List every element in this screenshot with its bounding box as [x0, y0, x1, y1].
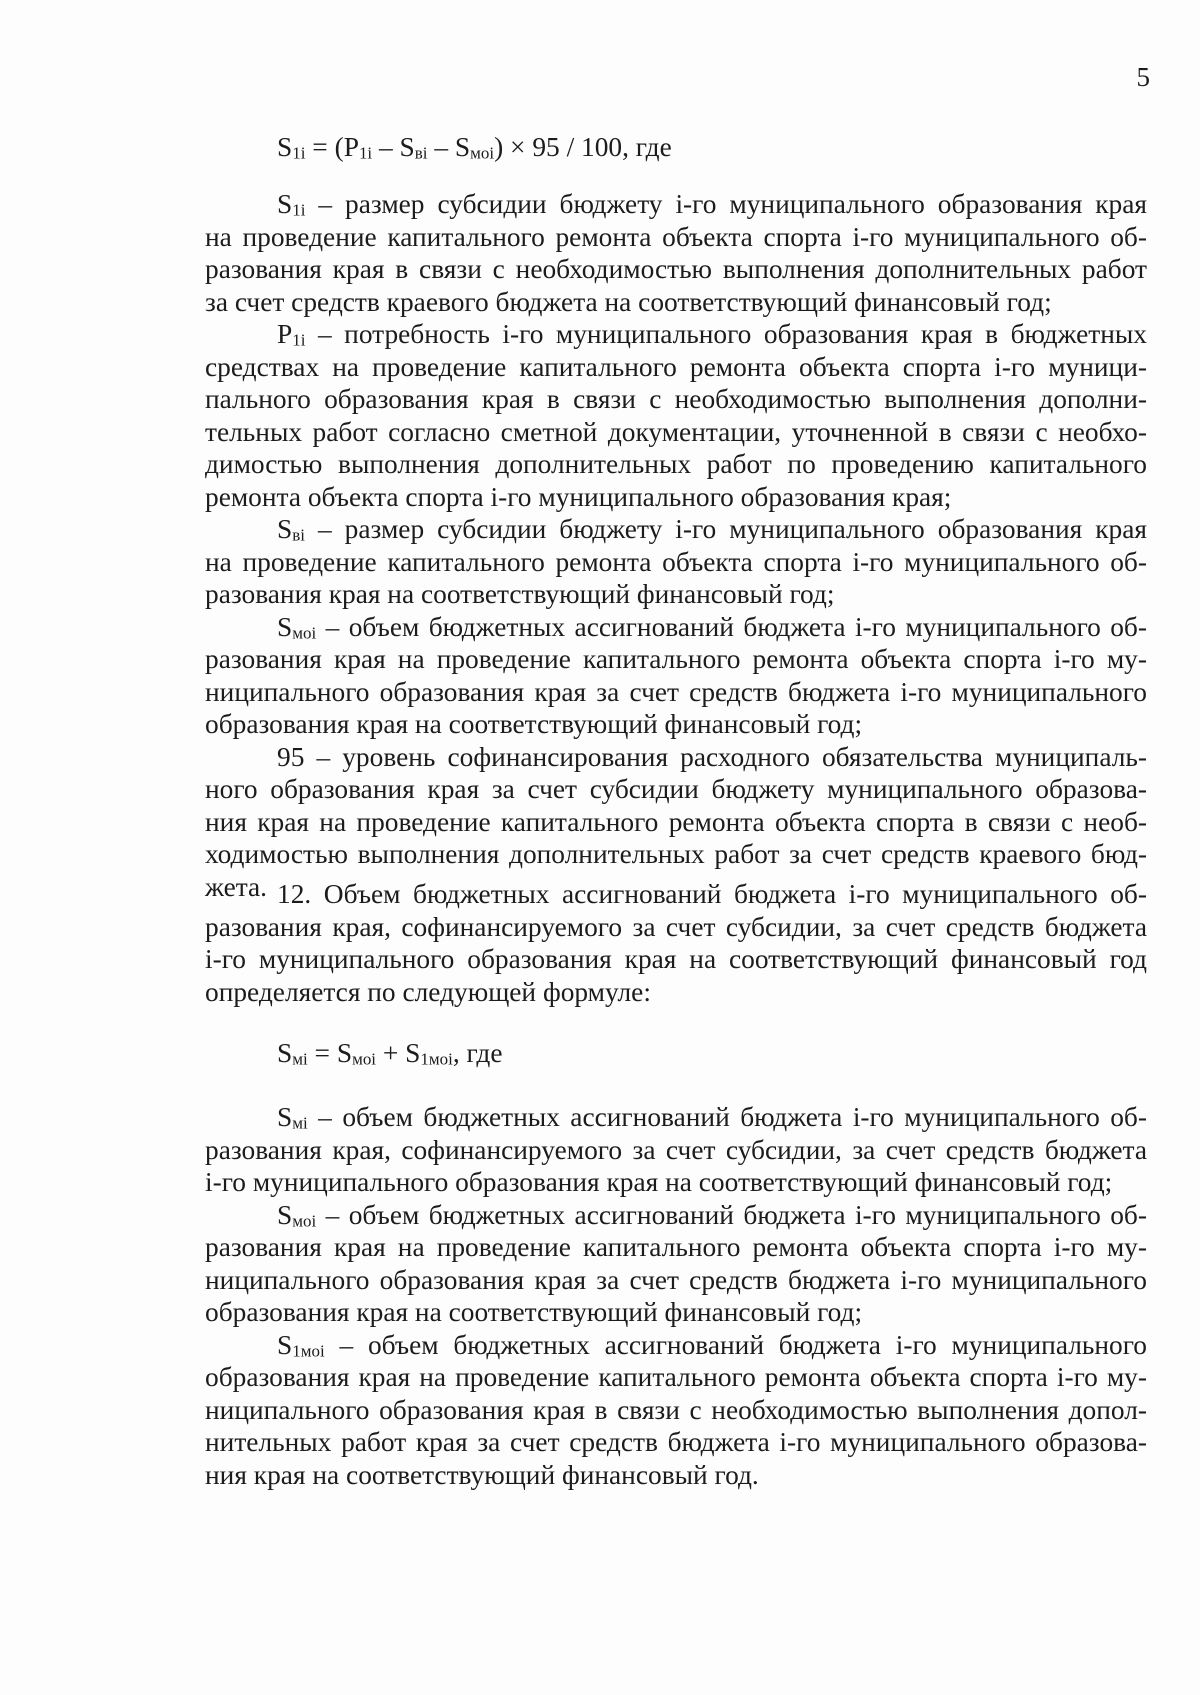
symbol: S [277, 189, 293, 219]
text-line: жета. [205, 871, 268, 902]
definition-item [205, 1101, 1147, 1199]
symbol-subscript: 1моi [292, 1341, 325, 1361]
definition-item [205, 1329, 1147, 1492]
symbol-subscript: моi [292, 1211, 317, 1231]
text-line: пального образования края в связи с необходимостью выполнения дополни- [205, 384, 1147, 414]
text-line: ниципального образования края за счет средств бюджета i-го муниципального [205, 1264, 1147, 1295]
text-line: $S_{мi}$ – объем бюджетных ассигнований бюджета i-го муниципального об- [277, 1102, 1147, 1133]
text-line: разования края, софинансируемого за счет субсидии, за счет средств бюджета [205, 1134, 1147, 1165]
definition-item [205, 611, 1147, 741]
symbol-subscript: 1i [292, 200, 306, 220]
definition-item [205, 318, 1147, 513]
text-line: разования края в связи с необходимостью выполнения дополнительных работ [205, 254, 1147, 284]
symbol: S [277, 1329, 293, 1360]
text-line: $S_{1i}$ – размер субсидии бюджету i-го муниципального образования края [277, 189, 1147, 220]
symbol-subscript: вi [292, 525, 305, 545]
symbol: S [277, 1199, 293, 1230]
text-line: димостью выполнения дополнительных работ по проведению капитального [205, 449, 1147, 479]
symbol: S [277, 1102, 293, 1132]
definition-item [205, 513, 1147, 611]
text-line: образования края на соответствующий финансовый год; [205, 1297, 863, 1327]
text-line: на проведение капитального ремонта объекта спорта i-го муниципального об- [205, 546, 1147, 577]
text-line: за счет средств краевого бюджета на соответствующий финансовый год; [205, 286, 1052, 317]
symbol-subscript: моi [292, 623, 317, 643]
text-line: образования края на проведение капитального ремонта объекта спорта i-го му- [205, 1362, 1147, 1392]
text-line: $S_{вi}$ – размер субсидии бюджету i-го муниципального образования края [277, 514, 1147, 545]
text-line: разования края на проведение капитального ремонта объекта спорта i-го му- [205, 1232, 1147, 1262]
text-line: на проведение капитального ремонта объекта спорта i-го муниципального об- [205, 221, 1147, 252]
text-line: образования края на соответствующий финансовый год; [205, 709, 863, 739]
formula-smi: $S_{мi} = S_{моi} + S_{1моi}$, где [277, 1038, 503, 1069]
text-line: i-го муниципального образования края на соответствующий финансовый год [205, 944, 1147, 974]
text-line: 95 – уровень софинансирования расходного обязательства муниципаль- [277, 741, 1147, 772]
text-line: i-го муниципального образования края на соответствующий финансовый год; [205, 1167, 1113, 1197]
symbol-subscript: 1i [292, 330, 306, 350]
text-line: нительных работ края за счет средств бюджета i-го муниципального образова- [205, 1427, 1147, 1457]
text-line: средствах на проведение капитального ремонта объекта спорта i-го муници- [205, 351, 1147, 382]
text-line: 12. Объем бюджетных ассигнований бюджета i-го муниципального об- [277, 879, 1147, 909]
formula-s1i: $S_{1i} = (P_{1i} - S_{вi} - S_{моi}) \times 95 / 100$, где [277, 132, 672, 163]
symbol-subscript: мi [292, 1113, 308, 1133]
text-line: ниципального образования края в связи с необходимостью выполнения допол- [205, 1394, 1147, 1425]
symbol: Р [277, 319, 293, 349]
text-line: $S_{моi}$ – объем бюджетных ассигнований бюджета i-го муниципального об- [277, 1199, 1147, 1231]
definition-item [205, 1199, 1147, 1329]
text-line: ходимостью выполнения дополнительных работ за счет средств краевого бюд- [205, 839, 1147, 869]
definitions-block-1 [205, 188, 1147, 903]
symbol: S [277, 611, 293, 642]
text-line: ного образования края за счет субсидии бюджету муниципального образова- [205, 774, 1147, 804]
text-line: ремонта объекта спорта i-го муниципального образования края; [205, 481, 952, 512]
definition-item [205, 188, 1147, 318]
text-line: ния края на проведение капитального ремонта объекта спорта в связи с необ- [205, 806, 1147, 837]
text-line: тельных работ согласно сметной документации, уточненной в связи с необхо- [205, 416, 1147, 447]
text-line: разования края на соответствующий финансовый год; [205, 579, 835, 609]
page-number: 5 [1136, 62, 1150, 92]
text-line: ниципального образования края за счет средств бюджета i-го муниципального [205, 676, 1147, 707]
text-line: $Р_{1i}$ – потребность i-го муниципального образования края в бюджетных [277, 319, 1147, 350]
text-line: $S_{моi}$ – объем бюджетных ассигнований бюджета i-го муниципального об- [277, 611, 1147, 643]
symbol: S [277, 514, 293, 544]
text-line: $S_{1моi}$ – объем бюджетных ассигнований бюджета i-го муниципального [277, 1329, 1147, 1361]
text-line: определяется по следующей формуле: [205, 976, 651, 1007]
text-line: разования края, софинансируемого за счет субсидии, за счет средств бюджета [205, 911, 1147, 942]
definitions-block-2 [205, 1101, 1147, 1491]
paragraph-12 [205, 878, 1147, 1008]
text-line: ния края на соответствующий финансовый год. [205, 1459, 759, 1490]
text-line: разования края на проведение капитального ремонта объекта спорта i-го му- [205, 644, 1147, 674]
